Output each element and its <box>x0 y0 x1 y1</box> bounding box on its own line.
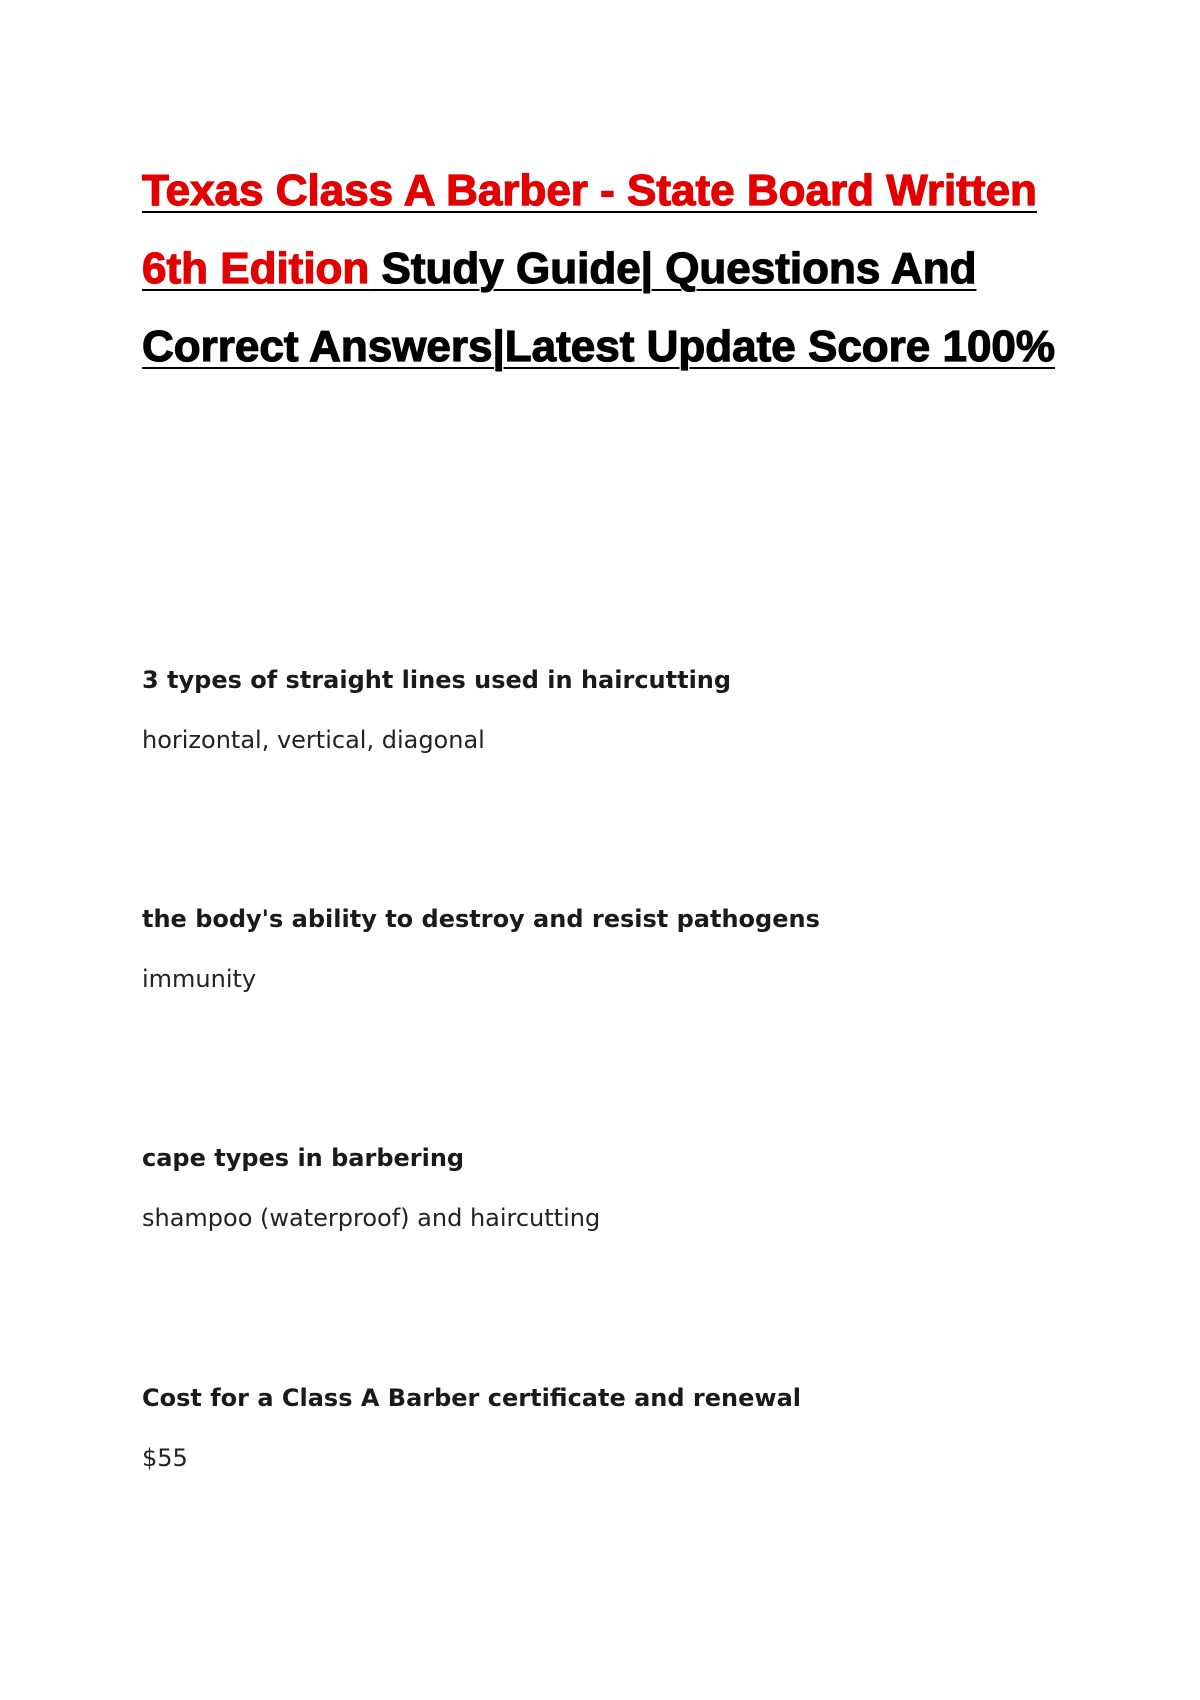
qa-item <box>142 665 731 755</box>
question-text: the body's ability to destroy and resist pathogens <box>142 905 820 933</box>
qa-item <box>142 1383 801 1473</box>
title-subtitle: Study Guide| Questions And Correct Answers|Latest Update Score 100% <box>142 244 1056 371</box>
answer-text: shampoo (waterproof) and haircutting <box>142 1204 601 1232</box>
question-text: Cost for a Class A Barber certificate and renewal <box>142 1384 801 1412</box>
answer-text: $55 <box>142 1444 188 1472</box>
answer-text: immunity <box>142 965 257 993</box>
question-text: cape types in barbering <box>142 1144 465 1172</box>
qa-item <box>142 1143 600 1233</box>
answer-text: horizontal, vertical, diagonal <box>142 726 485 754</box>
question-text: 3 types of straight lines used in haircutting <box>142 666 732 694</box>
qa-item <box>142 904 820 994</box>
title-highlight: Texas Class A Barber - State Board Written 6th Edition <box>142 166 1037 293</box>
document-title <box>142 152 1102 386</box>
